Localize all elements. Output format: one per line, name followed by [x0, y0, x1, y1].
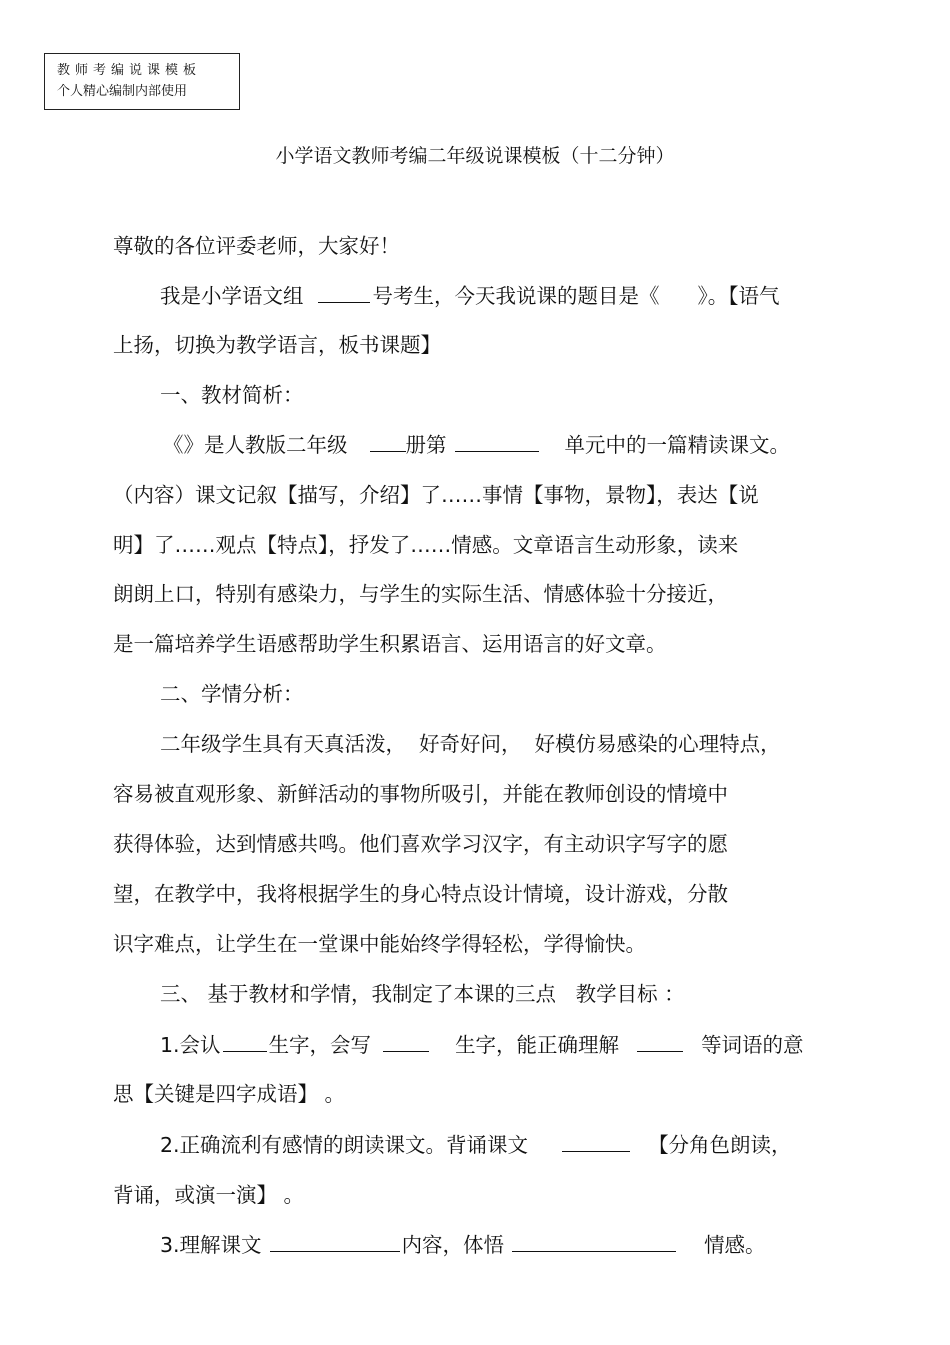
goal2-line1	[160, 1130, 792, 1160]
emotion-blank	[512, 1231, 676, 1252]
section2-line3: 获得体验，达到情感共鸣。他们喜欢学习汉字，有主动识字写字的愿	[113, 832, 728, 856]
recognize-count-blank	[223, 1031, 267, 1052]
section3-heading: 三、 基于教材和学情，我制定了本课的三点 教学目标 ：	[160, 982, 685, 1006]
goal1-text-d: 等词语的意	[701, 1033, 804, 1057]
section1-line4: 朗朗上口，特别有感染力，与学生的实际生活、情感体验十分接近，	[113, 582, 728, 606]
section1-heading: 一、教材简析：	[160, 383, 304, 407]
section1-text-b: 册第	[405, 433, 447, 457]
section1-line2: （内容）课文记叙【描写，介绍】了……事情【事物，景物】，表达【说	[113, 483, 759, 507]
goal1-line2: 思【关键是四字成语】 。	[113, 1082, 346, 1106]
template-label-line1: 教师考编说课模板	[57, 63, 202, 78]
section2-line4: 望，在教学中，我将根据学生的身心特点设计情境，设计游戏，分散	[113, 882, 728, 906]
exam-number-blank	[318, 282, 370, 303]
write-count-blank	[383, 1031, 429, 1052]
section2-line2: 容易被直观形象、新鲜活动的事物所吸引，并能在教师创设的情境中	[113, 782, 728, 806]
goal3-text-a: 3.理解课文	[160, 1233, 262, 1257]
intro-line2: 上扬，切换为教学语言，板书课题】	[113, 333, 441, 357]
template-label-line2: 个人精心编制内部使用	[57, 84, 188, 99]
recite-section-blank	[562, 1131, 630, 1152]
volume-blank	[370, 431, 406, 452]
greeting: 尊敬的各位评委老师，大家好！	[113, 234, 400, 258]
goal1-text-a: 1.会认	[160, 1033, 221, 1057]
goal3-text-b: 内容，体悟	[401, 1233, 505, 1257]
section2-line1: 二年级学生具有天真活泼， 好奇好问， 好模仿易感染的心理特点，	[160, 732, 781, 756]
goal1-text-b: 生字，会写	[268, 1033, 372, 1057]
section2-heading: 二、学情分析：	[160, 682, 304, 706]
goal1-line1	[160, 1030, 804, 1060]
section2-line5: 识字难点，让学生在一堂课中能始终学得轻松，学得愉快。	[113, 932, 646, 956]
intro-text-a: 我是小学语文组	[160, 284, 304, 308]
vocabulary-blank	[637, 1031, 683, 1052]
section1-line1	[163, 430, 790, 460]
goal2-text-a: 2.正确流利有感情的朗读课文。背诵课文	[160, 1133, 529, 1157]
goal3-text-c: 情感。	[704, 1233, 766, 1257]
content-blank	[270, 1231, 400, 1252]
section1-line5: 是一篇培养学生语感帮助学生积累语言、运用语言的好文章。	[113, 632, 667, 656]
intro-line1	[160, 281, 780, 311]
goal1-text-c: 生字，能正确理解	[455, 1033, 620, 1057]
unit-blank	[455, 431, 539, 452]
intro-text-b: 号考生，今天我说课的题目是《	[372, 284, 660, 308]
section1-line3: 明】了……观点【特点】，抒发了……情感。文章语言生动形象，读来	[113, 533, 739, 557]
document-title: 小学语文教师考编二年级说课模板（十二分钟）	[275, 145, 675, 167]
section1-text-a: 《》是人教版二年级	[163, 433, 348, 457]
goal2-line2: 背诵，或演一演】 。	[113, 1183, 305, 1207]
goal3-line1	[160, 1230, 766, 1260]
goal2-text-b: 【分角色朗读，	[648, 1133, 792, 1157]
template-label-box	[44, 53, 240, 110]
section1-text-c: 单元中的一篇精读课文。	[564, 433, 790, 457]
intro-text-c: 》。【语气	[697, 284, 780, 308]
